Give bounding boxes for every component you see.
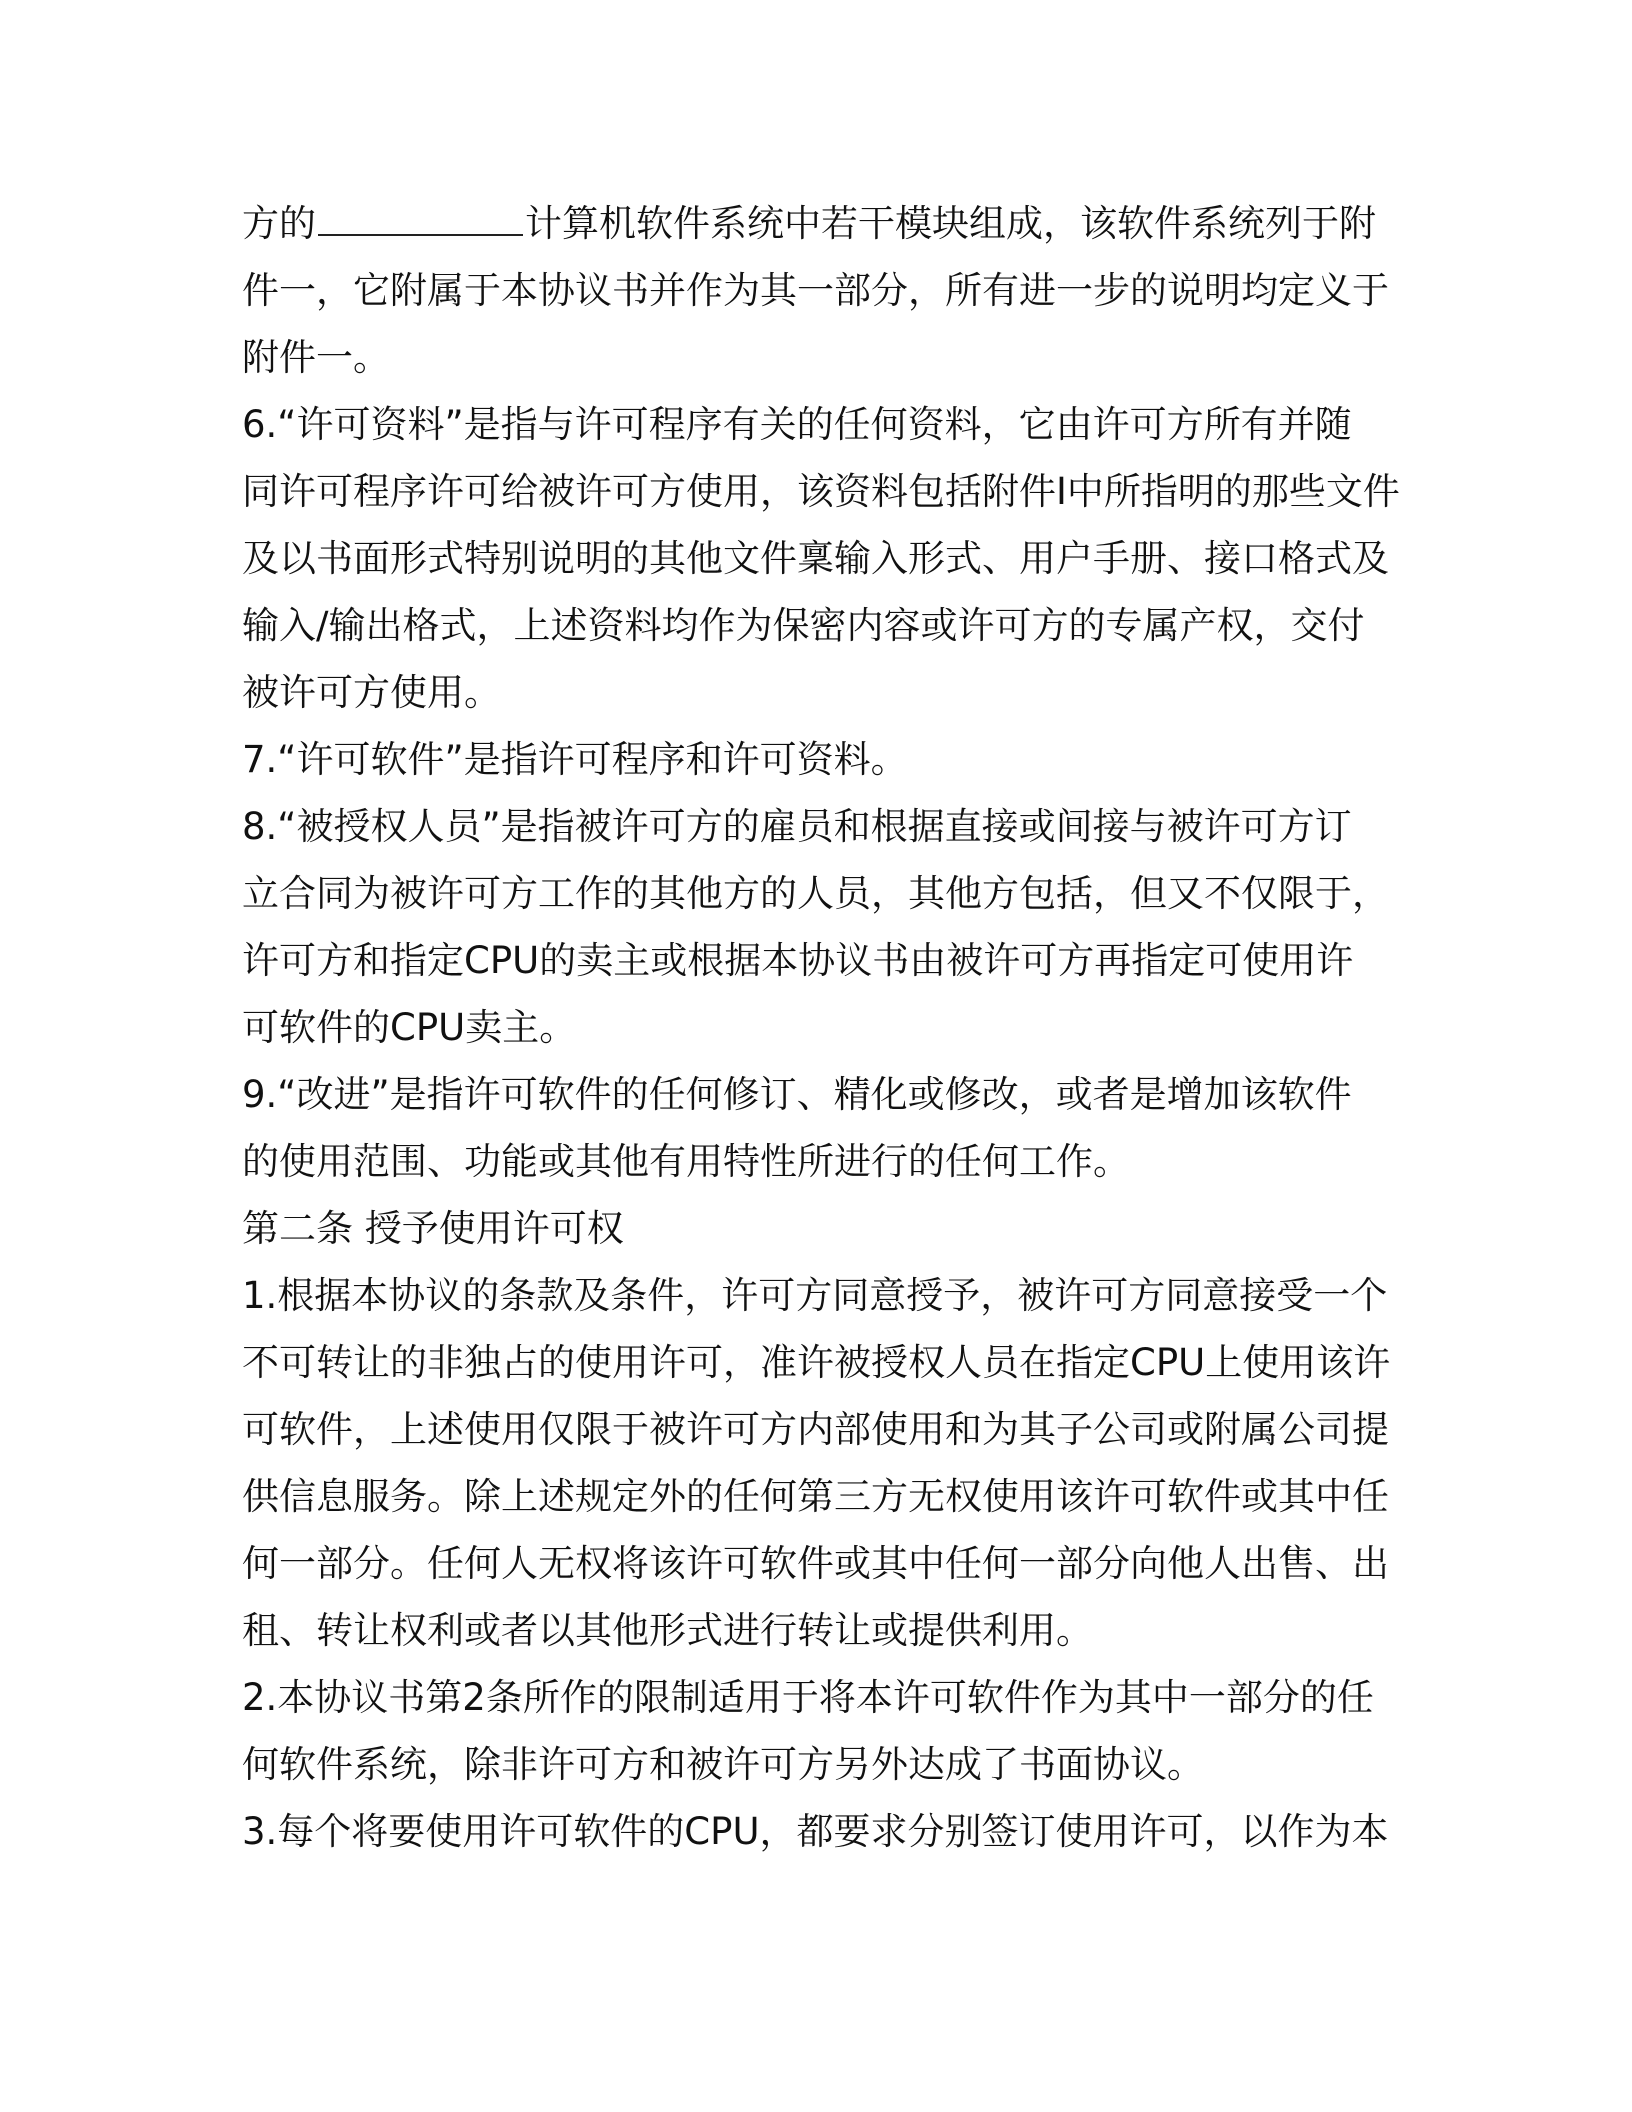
document-line: 及以书面形式特别说明的其他文件稟输入形式、用户手册、接口格式及: [242, 537, 1389, 580]
document-line: 供信息服务。除上述规定外的任何第三方无权使用该许可软件或其中任: [242, 1475, 1389, 1518]
document-line: 附件一。: [242, 336, 390, 379]
document-line: 可软件，上述使用仅限于被许可方内部使用和为其子公司或附属公司提: [242, 1408, 1389, 1451]
line-text: 方的: [242, 202, 316, 245]
document-page: [242, 190, 1400, 1865]
fill-in-blank: [318, 204, 523, 236]
document-line: 输入/输出格式，上述资料均作为保密内容或许可方的专属产权，交付: [242, 604, 1365, 647]
document-line: 6.“许可资料”是指与许可程序有关的任何资料，它由许可方所有并随: [242, 403, 1352, 446]
document-line: [242, 190, 1392, 257]
document-line: 8.“被授权人员”是指被许可方的雇员和根据直接或间接与被许可方订: [242, 805, 1352, 848]
line-text: 计算机软件系统中若干模块组成，该软件系统列于附: [525, 202, 1376, 245]
document-line: 9.“改进”是指许可软件的任何修订、精化或修改，或者是增加该软件: [242, 1073, 1352, 1116]
section-heading: 第二条 授予使用许可权: [242, 1207, 624, 1250]
document-line: 1.根据本协议的条款及条件，许可方同意授予，被许可方同意接受一个: [242, 1274, 1388, 1317]
document-line: 7.“许可软件”是指许可程序和许可资料。: [242, 738, 908, 781]
document-line: 2.本协议书第2条所作的限制适用于将本许可软件作为其中一部分的任: [242, 1676, 1374, 1719]
document-line: 的使用范围、功能或其他有用特性所进行的任何工作。: [242, 1140, 1130, 1183]
document-line: 何一部分。任何人无权将该许可软件或其中任何一部分向他人出售、出: [242, 1542, 1389, 1585]
document-line: 可软件的CPU卖主。: [242, 1006, 577, 1049]
document-line: 租、转让权利或者以其他形式进行转让或提供利用。: [242, 1609, 1093, 1652]
document-line: 何软件系统，除非许可方和被许可方另外达成了书面协议。: [242, 1743, 1204, 1786]
document-line: 被许可方使用。: [242, 671, 501, 714]
document-line: 3.每个将要使用许可软件的CPU，都要求分别签订使用许可，以作为本: [242, 1810, 1389, 1853]
document-line: 立合同为被许可方工作的其他方的人员，其他方包括，但又不仅限于，: [242, 872, 1389, 915]
document-line: 不可转让的非独占的使用许可，准许被授权人员在指定CPU上使用该许: [242, 1341, 1391, 1384]
document-line: 许可方和指定CPU的卖主或根据本协议书由被许可方再指定可使用许: [242, 939, 1354, 982]
document-line: 件一，它附属于本协议书并作为其一部分，所有进一步的说明均定义于: [242, 269, 1389, 312]
document-line: 同许可程序许可给被许可方使用，该资料包括附件I中所指明的那些文件: [242, 470, 1400, 513]
